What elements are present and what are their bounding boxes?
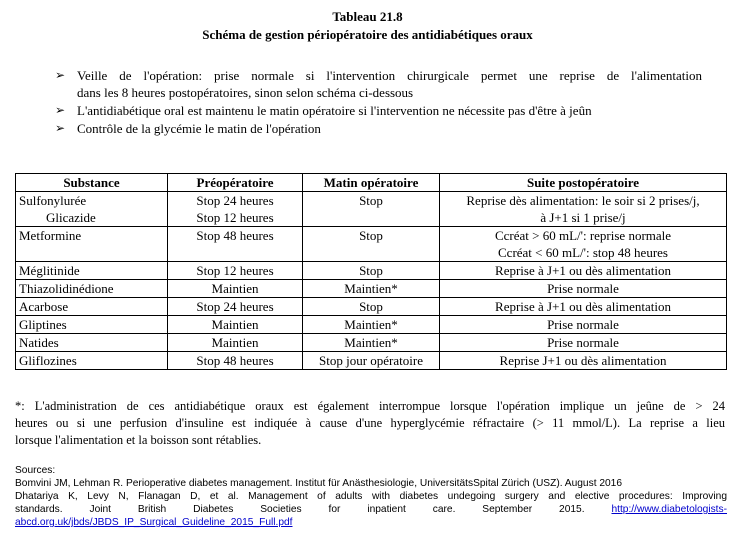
cell-suite: Prise normale (440, 316, 727, 334)
bullet-list (55, 67, 735, 138)
cell-substance: Gliflozines (16, 352, 168, 370)
bullet-item (55, 120, 735, 137)
cell-substance: Gliptines (16, 316, 168, 334)
bullet-text: Veille de l'opération: prise normale si l'intervention chirurgicale permet une reprise de l'alimentation (77, 68, 702, 83)
header-suite-postoperatoire: Suite postopératoire (440, 174, 727, 192)
cell-matin: Stop jour opératoire (303, 352, 440, 370)
bullet-text: L'antidiabétique oral est maintenu le matin opératoire si l'intervention ne nécessite pas d'être à jeûn (77, 103, 592, 118)
cell-matin: Stop (303, 192, 440, 227)
table-row (16, 298, 727, 316)
source-reference: Dhatariya K, Levy N, Flanagan D, et al. Management of adults with diabetes undegoing surgery and elective procedures: Improving (15, 491, 727, 502)
cell-substance: Thiazolidinédione (16, 280, 168, 298)
cell-suite: Reprise à J+1 ou dès alimentation (440, 298, 727, 316)
source-reference: Bomvini JM, Lehman R. Perioperative diabetes management. Institut für Anästhesiologie, UniversitätsSpital Zürich (USZ). August 2016 (15, 478, 623, 489)
table-row (16, 227, 727, 262)
cell-pre: Stop 48 heures (168, 352, 303, 370)
bullet-item (55, 102, 735, 119)
cell-suite: Reprise dès alimentation: le soir si 2 prises/j, à J+1 si 1 prise/j (440, 192, 727, 227)
table-footnote (15, 398, 725, 449)
cell-suite: Reprise à J+1 ou dès alimentation (440, 262, 727, 280)
footnote-line: lorsque l'alimentation et la boisson sont rétablies. (15, 433, 262, 447)
table-row (16, 192, 727, 227)
cell-matin: Stop (303, 298, 440, 316)
arrow-bullet-icon: ➢ (55, 121, 66, 135)
bullet-item (55, 67, 735, 101)
cell-pre: Stop 12 heures (168, 262, 303, 280)
arrow-bullet-icon: ➢ (55, 68, 66, 82)
header-matin-operatoire: Matin opératoire (303, 174, 440, 192)
sources-label: Sources: (15, 465, 56, 476)
cell-matin: Maintien* (303, 316, 440, 334)
bullet-text: Contrôle de la glycémie le matin de l'opération (77, 121, 321, 136)
source-reference-line (15, 503, 727, 516)
table-row (16, 334, 727, 352)
arrow-bullet-icon: ➢ (55, 103, 66, 117)
table-number-title: Tableau 21.8 (332, 9, 403, 24)
cell-suite: Prise normale (440, 280, 727, 298)
drug-management-table (15, 173, 727, 370)
cell-suite: Ccréat > 60 mL/': reprise normale Ccréat < 60 mL/': stop 48 heures (440, 227, 727, 262)
header-substance: Substance (16, 174, 168, 192)
table-row (16, 262, 727, 280)
cell-matin: Stop (303, 262, 440, 280)
footnote-line: *: L'administration de ces antidiabétique oraux est également interrompue lorsque l'opération implique un jeûne de > 24 (15, 399, 725, 413)
cell-matin: Stop (303, 227, 440, 262)
cell-substance: Acarbose (16, 298, 168, 316)
guideline-link[interactable]: http://www.diabetologists- (611, 504, 727, 515)
table-row (16, 316, 727, 334)
table-caption-title: Schéma de gestion périopératoire des antidiabétiques oraux (202, 27, 533, 42)
cell-matin: Maintien* (303, 334, 440, 352)
sources-section (15, 464, 727, 529)
cell-suite: Reprise J+1 ou dès alimentation (440, 352, 727, 370)
cell-pre: Maintien (168, 316, 303, 334)
cell-pre: Maintien (168, 280, 303, 298)
guideline-link-continued[interactable]: abcd.org.uk/jbds/JBDS_IP_Surgical_Guideline_2015_Full.pdf (15, 517, 293, 528)
table-row (16, 280, 727, 298)
source-reference-text: standards. Joint British Diabetes Societies for inpatient care. September 2015. (15, 504, 585, 515)
cell-substance: Natides (16, 334, 168, 352)
cell-pre: Maintien (168, 334, 303, 352)
bullet-text: dans les 8 heures postopératoires, sinon selon schéma ci-dessous (77, 85, 414, 100)
cell-pre: Stop 24 heures (168, 298, 303, 316)
cell-substance: Sulfonylurée Glicazide (16, 192, 168, 227)
cell-substance: Metformine (16, 227, 168, 262)
cell-pre: Stop 48 heures (168, 227, 303, 262)
cell-suite: Prise normale (440, 334, 727, 352)
cell-matin: Maintien* (303, 280, 440, 298)
table-row (16, 352, 727, 370)
cell-substance: Méglitinide (16, 262, 168, 280)
table-header-row (16, 174, 727, 192)
header-preoperatoire: Préopératoire (168, 174, 303, 192)
footnote-line: heures ou si une perfusion d'insuline est indiquée à cause d'une hyperglycémie réfractaire (> 11 mmol/L). La reprise a lieu (15, 416, 725, 430)
cell-pre: Stop 24 heures Stop 12 heures (168, 192, 303, 227)
